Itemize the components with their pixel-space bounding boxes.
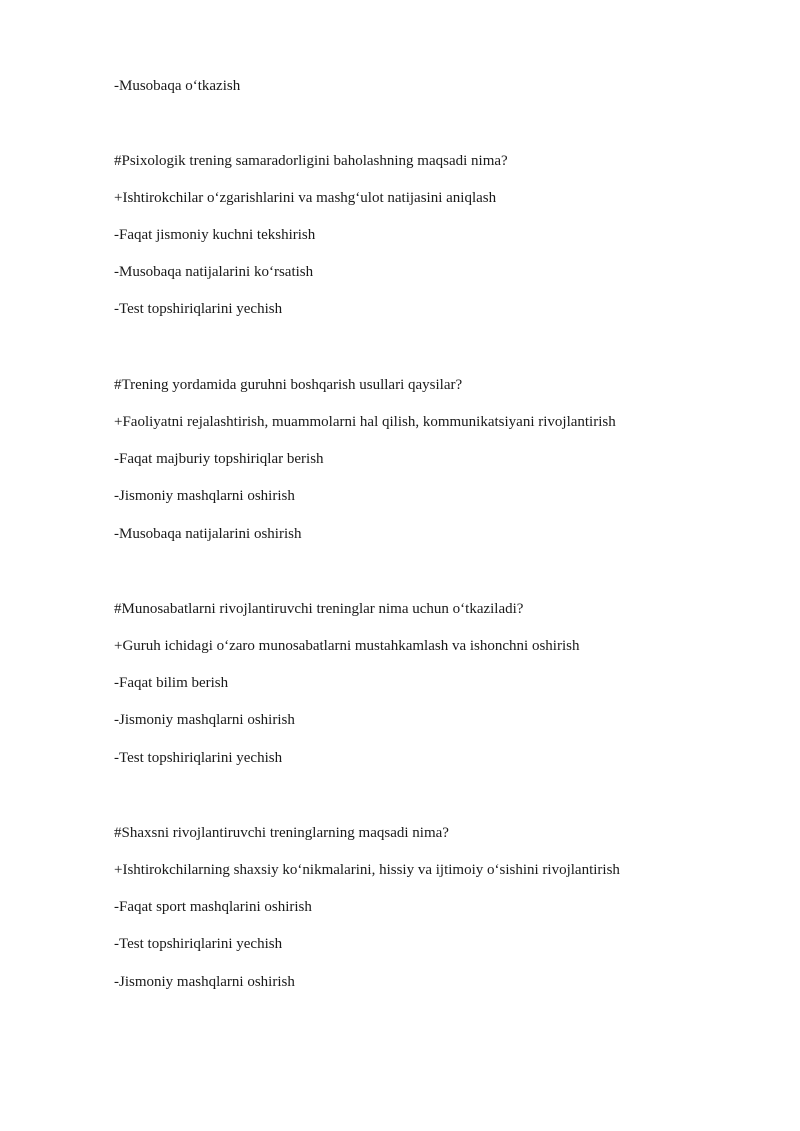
answer-option-correct: +Faoliyatni rejalashtirish, muammolarni hal qilish, kommunikatsiyani rivojlantirish xyxy=(114,414,616,430)
question-heading: #Psixologik trening samaradorligini baholashning maqsadi nima? xyxy=(114,153,508,169)
answer-option-wrong: -Musobaqa natijalarini oshirish xyxy=(114,526,302,542)
answer-option-wrong: -Faqat jismoniy kuchni tekshirish xyxy=(114,227,316,243)
answer-option-correct: +Ishtirokchilarning shaxsiy ko‘nikmalarini, hissiy va ijtimoiy o‘sishini rivojlantirish xyxy=(114,862,620,878)
question-heading: #Munosabatlarni rivojlantiruvchi treninglar nima uchun o‘tkaziladi? xyxy=(114,601,524,617)
answer-option-wrong: -Test topshiriqlarini yechish xyxy=(114,936,283,952)
question-heading: #Trening yordamida guruhni boshqarish usullari qaysilar? xyxy=(114,377,463,393)
answer-option-wrong: -Musobaqa natijalarini ko‘rsatish xyxy=(114,264,314,280)
answer-option-wrong: -Musobaqa o‘tkazish xyxy=(114,78,241,94)
answer-option-wrong: -Test topshiriqlarini yechish xyxy=(114,750,283,766)
answer-option-wrong: -Faqat majburiy topshiriqlar berish xyxy=(114,451,324,467)
answer-option-wrong: -Jismoniy mashqlarni oshirish xyxy=(114,488,295,504)
question-heading: #Shaxsni rivojlantiruvchi treninglarning maqsadi nima? xyxy=(114,825,449,841)
answer-option-correct: +Ishtirokchilar o‘zgarishlarini va mashg‘ulot natijasini aniqlash xyxy=(114,190,497,206)
answer-option-wrong: -Jismoniy mashqlarni oshirish xyxy=(114,712,295,728)
answer-option-wrong: -Faqat sport mashqlarini oshirish xyxy=(114,899,312,915)
answer-option-wrong: -Jismoniy mashqlarni oshirish xyxy=(114,974,295,990)
answer-option-wrong: -Test topshiriqlarini yechish xyxy=(114,301,283,317)
answer-option-wrong: -Faqat bilim berish xyxy=(114,675,229,691)
answer-option-correct: +Guruh ichidagi o‘zaro munosabatlarni mustahkamlash va ishonchni oshirish xyxy=(114,638,580,654)
